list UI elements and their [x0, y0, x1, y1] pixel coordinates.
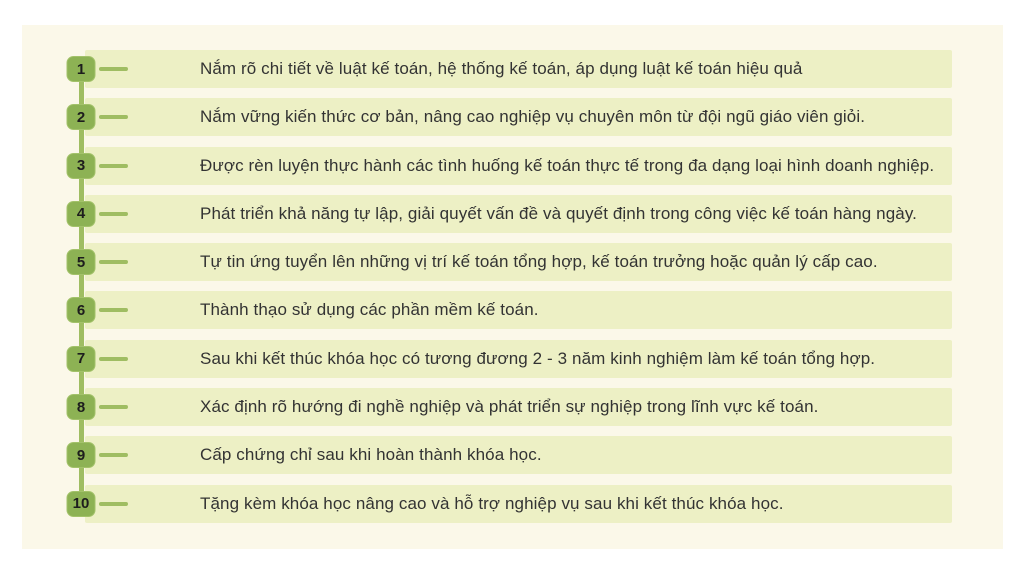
connector-dash — [99, 212, 128, 216]
number-badge: 4 — [67, 201, 96, 227]
connector-dash — [99, 405, 128, 409]
connector-dash — [99, 502, 128, 506]
list-item — [22, 388, 1003, 426]
list-item-text: Tự tin ứng tuyển lên những vị trí kế toán tổng hợp, kế toán trưởng hoặc quản lý cấp cao. — [200, 252, 878, 272]
number-badge: 7 — [67, 346, 96, 372]
number-badge: 6 — [67, 297, 96, 323]
connector-dash — [99, 357, 128, 361]
list-item — [22, 436, 1003, 474]
list-item-bar — [85, 98, 952, 136]
list-item-bar — [85, 50, 952, 88]
list-item — [22, 291, 1003, 329]
list-item — [22, 50, 1003, 88]
connector-dash — [99, 308, 128, 312]
number-badge: 1 — [67, 56, 96, 82]
connector-dash — [99, 453, 128, 457]
benefits-panel — [22, 25, 1003, 549]
list-item-text: Phát triển khả năng tự lập, giải quyết vấn đề và quyết định trong công việc kế toán hàng ngày. — [200, 203, 917, 223]
number-badge: 10 — [67, 491, 96, 517]
list-item — [22, 195, 1003, 233]
connector-dash — [99, 115, 128, 119]
list-item-text: Sau khi kết thúc khóa học có tương đương 2 - 3 năm kinh nghiệm làm kế toán tổng hợp. — [200, 348, 876, 368]
list-item-text: Nắm rõ chi tiết về luật kế toán, hệ thống kế toán, áp dụng luật kế toán hiệu quả — [200, 59, 803, 78]
list-item-bar — [85, 243, 952, 281]
list-item — [22, 98, 1003, 136]
list-item-text: Xác định rõ hướng đi nghề nghiệp và phát triển sự nghiệp trong lĩnh vực kế toán. — [200, 397, 819, 417]
benefits-list — [22, 50, 1003, 533]
number-badge: 3 — [67, 153, 96, 179]
number-badge: 9 — [67, 442, 96, 468]
connector-dash — [99, 67, 128, 71]
number-badge: 8 — [67, 394, 96, 420]
list-item-text: Cấp chứng chỉ sau khi hoàn thành khóa học. — [200, 445, 542, 465]
connector-dash — [99, 260, 128, 264]
list-item-bar — [85, 291, 952, 329]
number-badge: 5 — [67, 249, 96, 275]
list-item — [22, 243, 1003, 281]
connector-dash — [99, 164, 128, 168]
timeline-connector-line — [79, 69, 84, 505]
list-item-bar — [85, 388, 952, 426]
list-item — [22, 485, 1003, 523]
list-item-bar — [85, 147, 952, 185]
list-item — [22, 147, 1003, 185]
list-item-text: Được rèn luyện thực hành các tình huống kế toán thực tế trong đa dạng loại hình doanh nghiệp. — [200, 155, 935, 175]
number-badge: 2 — [67, 104, 96, 130]
list-item-bar — [85, 436, 952, 474]
list-item-bar — [85, 485, 952, 523]
list-item-text: Tặng kèm khóa học nâng cao và hỗ trợ nghiệp vụ sau khi kết thúc khóa học. — [200, 493, 784, 513]
list-item — [22, 340, 1003, 378]
list-item-text: Nắm vững kiến thức cơ bản, nâng cao nghiệp vụ chuyên môn từ đội ngũ giáo viên giỏi. — [200, 107, 866, 127]
list-item-bar — [85, 195, 952, 233]
list-item-bar — [85, 340, 952, 378]
list-item-text: Thành thạo sử dụng các phần mềm kế toán. — [200, 300, 539, 320]
